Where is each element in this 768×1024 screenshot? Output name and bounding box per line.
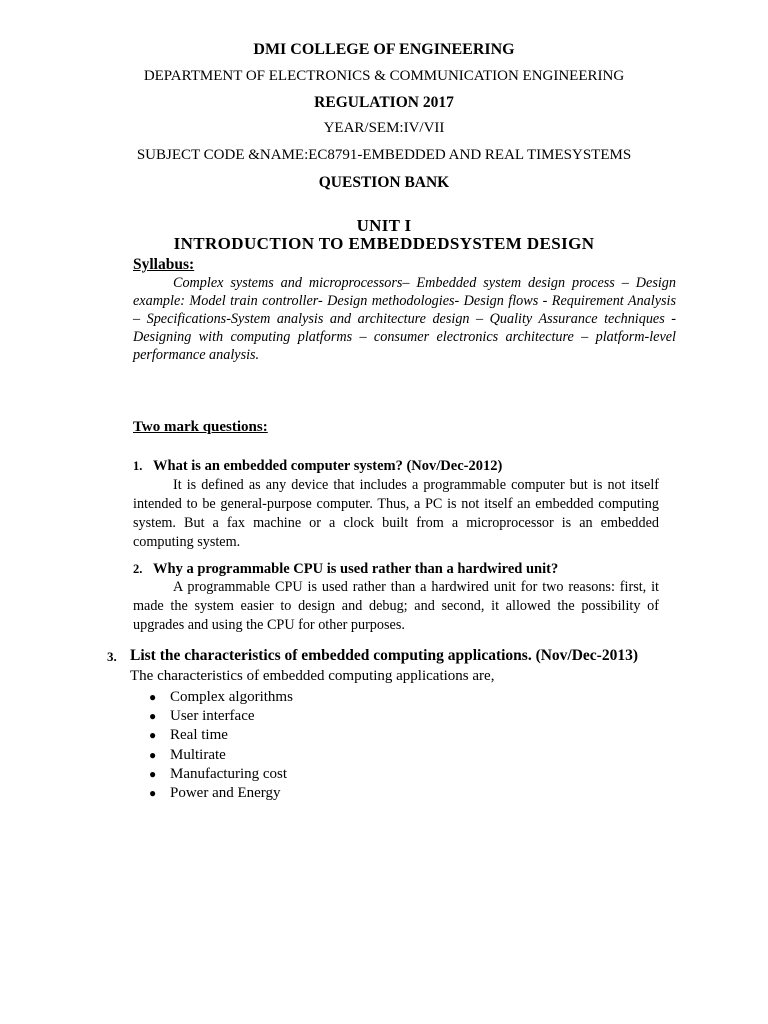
bullet-icon: ● <box>149 786 157 801</box>
bullet-icon: ● <box>149 747 157 762</box>
list-item: ● Power and Energy <box>170 784 659 803</box>
question-2-number: 2. <box>133 562 143 576</box>
question-3-text: List the characteristics of embedded computing applications. (Nov/Dec-2013) <box>130 647 639 664</box>
question-1-answer <box>133 476 659 552</box>
question-2-heading <box>133 561 659 578</box>
question-3-intro: The characteristics of embedded computing applications are, <box>130 668 495 684</box>
question-3 <box>107 647 659 803</box>
question-3-heading <box>107 647 659 666</box>
question-1-answer-text: It is defined as any device that includes a programmable computer but is not itself intended to be general-purpose computer. Thus, a PC is not itself an embedded computing system. But a fax machine or a clock built from a microprocessor is an embedded computing system. <box>133 477 659 550</box>
unit-title: UNIT I <box>356 216 412 235</box>
bullet-icon: ● <box>149 690 157 704</box>
two-mark-heading: Two mark questions: <box>133 419 268 435</box>
list-item: ● Manufacturing cost <box>170 765 659 784</box>
question-1-number: 1. <box>133 459 143 473</box>
department-name: DEPARTMENT OF ELECTRONICS & COMMUNICATION ENGINEERING <box>143 68 625 84</box>
bullet-icon: ● <box>149 728 157 743</box>
subject-code-name: SUBJECT CODE &NAME:EC8791-EMBEDDED AND REAL TIMESYSTEMS <box>136 147 632 163</box>
question-2-answer <box>133 578 659 635</box>
list-item: ● User interface <box>170 707 659 726</box>
question-1 <box>133 458 659 552</box>
bullet-icon: ● <box>149 766 157 781</box>
question-1-heading <box>133 458 659 475</box>
bullet-icon: ● <box>149 709 157 724</box>
question-2 <box>133 561 659 635</box>
year-semester: YEAR/SEM:IV/VII <box>323 120 445 136</box>
syllabus-label: Syllabus: <box>133 256 195 273</box>
unit-name: INTRODUCTION TO EMBEDDEDSYSTEM DESIGN <box>173 234 595 253</box>
question-2-text: Why a programmable CPU is used rather than a hardwired unit? <box>153 561 559 577</box>
syllabus-text <box>133 274 676 364</box>
characteristics-list <box>107 688 659 803</box>
syllabus-body: Complex systems and microprocessors– Embedded system design process – Design example: Model train controller- Design methodologies- Design flows - Requirement Analysis – Specifications-System analysis and architecture design – Quality Assurance techniques - Designing with computing platforms – consumer electronics architecture – platform-level performance analysis. <box>133 275 676 363</box>
question-2-answer-text: A programmable CPU is used rather than a hardwired unit for two reasons: first, it made the system easier to design and debug; and second, it allowed the possibility of upgrades and using the CPU for other purposes. <box>133 579 659 633</box>
list-item: ● Complex algorithms <box>170 688 659 707</box>
document-type: QUESTION BANK <box>318 174 450 191</box>
list-item: ● Real time <box>170 726 659 745</box>
college-name: DMI COLLEGE OF ENGINEERING <box>253 41 515 58</box>
question-3-number: 3. <box>107 649 117 664</box>
question-1-text: What is an embedded computer system? (Nov/Dec-2012) <box>153 458 503 474</box>
regulation: REGULATION 2017 <box>314 94 454 111</box>
list-item: ● Multirate <box>170 746 659 765</box>
